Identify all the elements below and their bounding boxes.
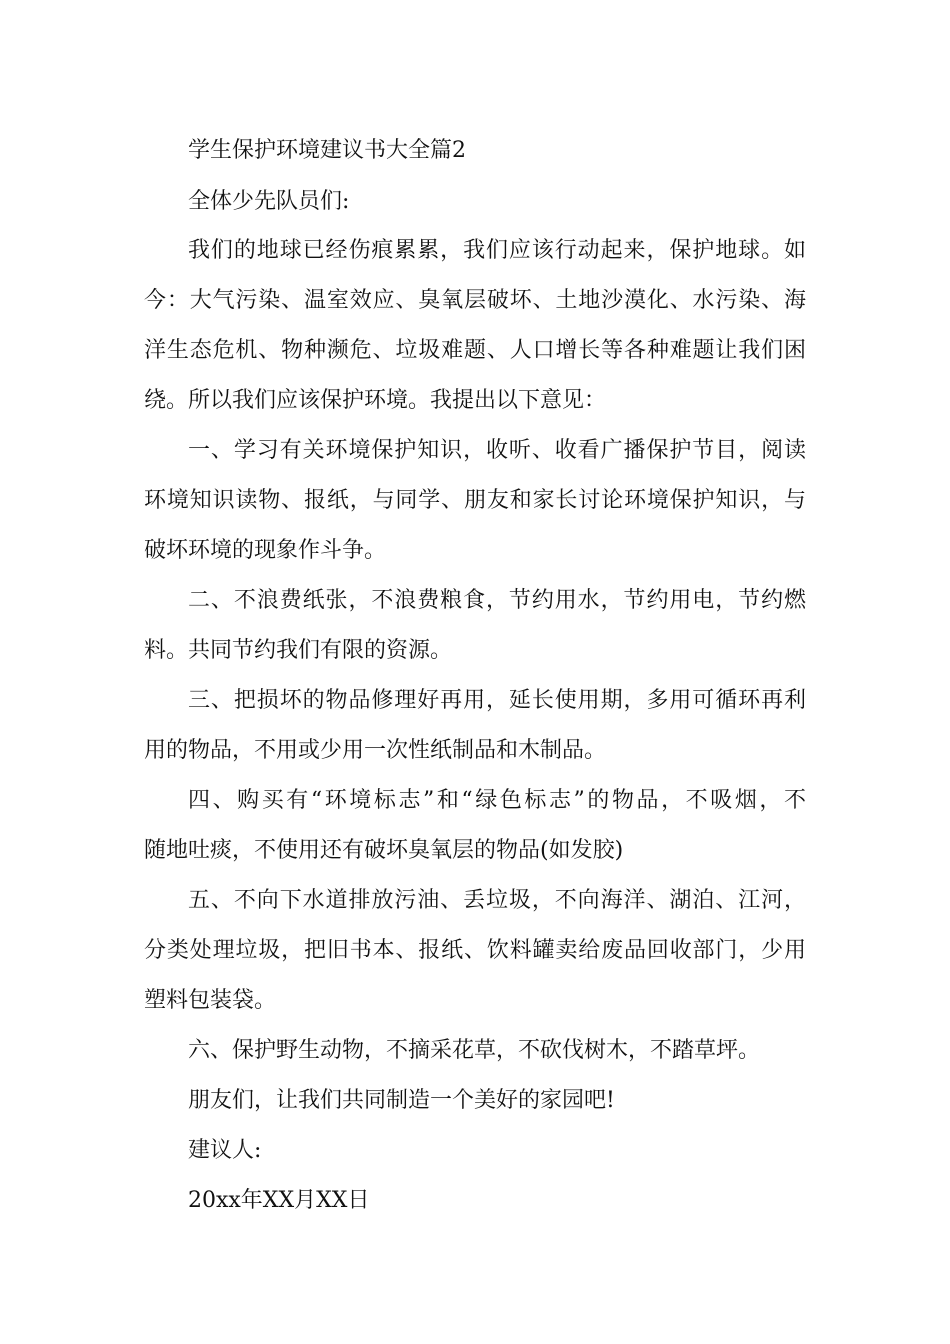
paragraph-line: 料。共同节约我们有限的资源。 xyxy=(144,638,453,663)
paragraph-line: 用的物品，不用或少用一次性纸制品和木制品。 xyxy=(144,738,607,763)
paragraph-line: 绕。所以我们应该保护环境。我提出以下意见： xyxy=(144,388,607,413)
date-line: 20xx年XX月XX日 xyxy=(188,1188,370,1213)
paragraph-line: 二、不浪费纸张，不浪费粮食，节约用水，节约用电，节约燃 xyxy=(188,588,806,613)
paragraph-line: 三、把损坏的物品修理好再用，延长使用期，多用可循环再利 xyxy=(188,688,806,713)
paragraph-line: 破坏环境的现象作斗争。 xyxy=(144,538,387,563)
closing-line: 朋友们，让我们共同制造一个美好的家园吧! xyxy=(188,1088,615,1113)
signature-label: 建议人: xyxy=(188,1138,262,1163)
paragraph-line: 环境知识读物、报纸，与同学、朋友和家长讨论环境保护知识，与 xyxy=(144,488,806,513)
paragraph-line: 今：大气污染、温室效应、臭氧层破坏、土地沙漠化、水污染、海 xyxy=(144,288,806,313)
paragraph-line: 洋生态危机、物种濒危、垃圾难题、人口增长等各种难题让我们困 xyxy=(144,338,806,363)
paragraph-line: 六、保护野生动物，不摘采花草，不砍伐树木，不踏草坪。 xyxy=(188,1038,761,1063)
paragraph-line: 一、学习有关环境保护知识，收听、收看广播保护节目，阅读 xyxy=(188,438,806,463)
paragraph-line: 分类处理垃圾，把旧书本、报纸、饮料罐卖给废品回收部门，少用 xyxy=(144,938,806,963)
paragraph-line: 四、购买有“环境标志”和“绿色标志”的物品，不吸烟，不 xyxy=(188,788,806,813)
paragraph-line: 我们的地球已经伤痕累累，我们应该行动起来，保护地球。如 xyxy=(188,238,806,263)
document-title: 学生保护环境建议书大全篇2 xyxy=(188,138,466,163)
salutation: 全体少先队员们: xyxy=(188,189,350,214)
paragraph-line: 塑料包装袋。 xyxy=(144,988,277,1013)
paragraph-line: 随地吐痰，不使用还有破坏臭氧层的物品(如发胶) xyxy=(144,838,624,863)
paragraph-line: 五、不向下水道排放污油、丢垃圾，不向海洋、湖泊、江河， xyxy=(188,888,806,913)
